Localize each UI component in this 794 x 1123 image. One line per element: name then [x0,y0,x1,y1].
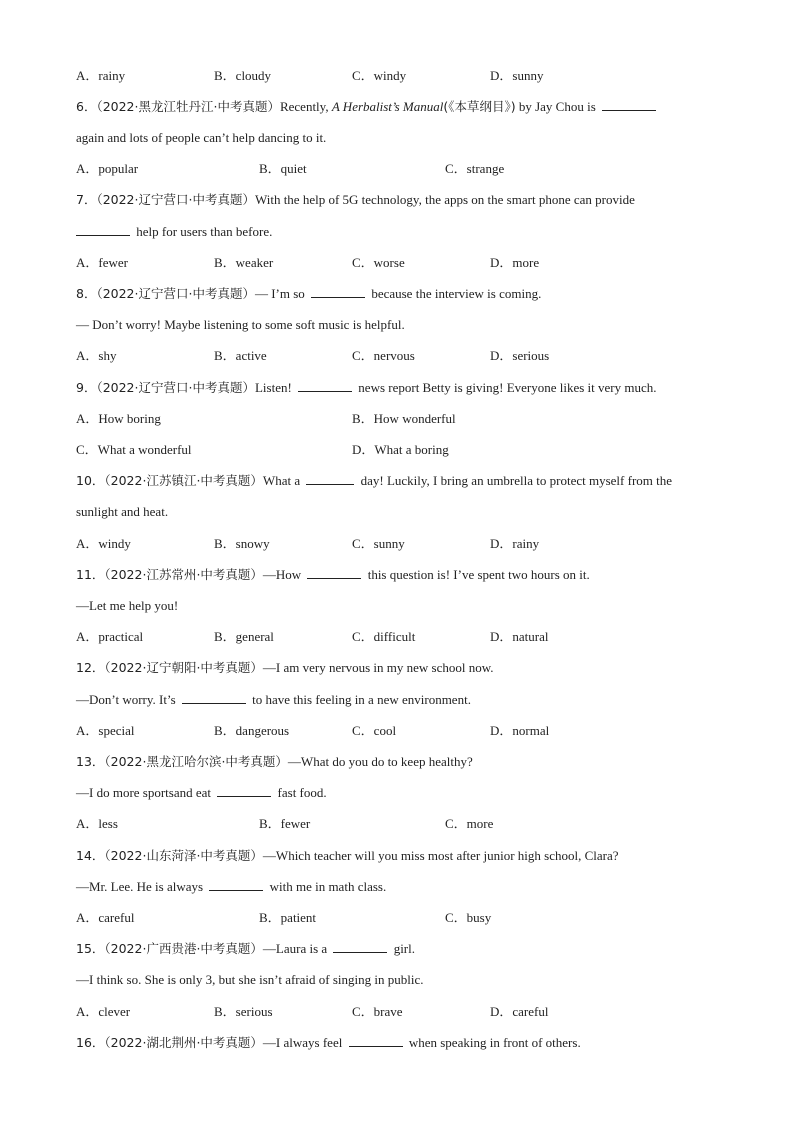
q6-book-title: A Herbalist’s Manual [331,99,444,114]
q14-option-c[interactable]: C．busy [445,910,492,925]
q10-text-pre: What a [262,473,304,488]
q11-option-b[interactable]: B．general [214,629,274,644]
q14-stem [76,847,718,865]
q15-line2: —I think so. She is only 3, but she isn’t afraid of singing in public. [76,972,424,987]
q14-text-pre: —Mr. Lee. He is always [76,879,207,894]
q16-answer-blank[interactable] [349,1034,403,1047]
q7-answer-blank[interactable] [76,223,130,236]
q15-option-b[interactable]: B．serious [214,1004,273,1019]
q14-source: 14．（2022·山东菏泽·中考真题） [76,848,263,863]
q13-line2 [76,784,718,802]
q6-line2: again and lots of people can’t help dancing to it. [76,130,327,145]
q6-book-title-cn: (《本草纲目》) [443,99,516,114]
q7-text: With the help of 5G technology, the apps on the smart phone can provide [254,192,635,207]
q6-stem [76,98,718,116]
q16-source: 16．（2022·湖北荆州·中考真题） [76,1035,263,1050]
q12-line2 [76,691,718,709]
q11-option-a[interactable]: A．practical [76,629,144,644]
q12-option-d[interactable]: D．normal [490,723,550,738]
q7-option-d[interactable]: D．more [490,255,540,270]
q6-text-pre: Recently, [279,99,332,114]
q11-line2: —Let me help you! [76,598,179,613]
q11-stem [76,566,718,584]
q15-answer-blank[interactable] [333,940,387,953]
q15-text-pre: —Laura is a [262,941,331,956]
q9-answer-blank[interactable] [298,379,352,392]
q7-stem [76,191,718,209]
q13-option-a[interactable]: A．less [76,816,118,831]
q9-option-a[interactable]: A．How boring [76,411,161,426]
q7-option-a[interactable]: A．fewer [76,255,128,270]
q6-option-c[interactable]: C．strange [445,161,505,176]
q10-option-d[interactable]: D．rainy [490,536,540,551]
q11-text-pre: —How [262,567,305,582]
q12-option-b[interactable]: B．dangerous [214,723,290,738]
q8-answer-blank[interactable] [311,285,365,298]
q10-answer-blank[interactable] [306,472,354,485]
q6-source: 6．（2022·黑龙江牡丹江·中考真题） [76,99,280,114]
q5-option-d[interactable]: D．sunny [490,68,544,83]
q16-text-pre: —I always feel [262,1035,346,1050]
q6-option-a[interactable]: A．popular [76,161,139,176]
q5-option-c[interactable]: C．windy [352,68,407,83]
q11-answer-blank[interactable] [307,566,361,579]
q12-text-post: to have this feeling in a new environment. [248,692,471,707]
q12-source: 12．（2022·辽宁朝阳·中考真题） [76,660,263,675]
q8-option-a[interactable]: A．shy [76,348,117,363]
q5-option-a[interactable]: A．rainy [76,68,126,83]
q14-text-post: with me in math class. [266,879,387,894]
q8-option-c[interactable]: C．nervous [352,348,415,363]
q9-source: 9．（2022·辽宁营口·中考真题） [76,380,255,395]
q15-option-c[interactable]: C．brave [352,1004,403,1019]
q9-stem [76,379,718,397]
q11-option-c[interactable]: C．difficult [352,629,416,644]
q9-option-d[interactable]: D．What a boring [352,442,449,457]
q15-stem [76,940,718,958]
q15-option-a[interactable]: A．clever [76,1004,131,1019]
q14-text: —Which teacher will you miss most after junior high school, Clara? [262,848,619,863]
q13-source: 13．（2022·黑龙江哈尔滨·中考真题） [76,754,288,769]
q8-source: 8．（2022·辽宁营口·中考真题） [76,286,255,301]
q14-line2 [76,878,718,896]
q9-option-b[interactable]: B．How wonderful [352,411,456,426]
q10-line2: sunlight and heat. [76,504,169,519]
q6-option-b[interactable]: B．quiet [259,161,307,176]
q8-text-pre: — I’m so [254,286,309,301]
q13-stem [76,753,718,771]
q13-text: —What do you do to keep healthy? [287,754,473,769]
q15-text-post: girl. [390,941,415,956]
q12-stem [76,659,718,677]
q8-text-post: because the interview is coming. [368,286,542,301]
q12-answer-blank[interactable] [182,691,246,704]
q9-text-post: news report Betty is giving! Everyone likes it very much. [355,380,657,395]
q16-text-post: when speaking in front of others. [405,1035,581,1050]
q8-line2: — Don’t worry! Maybe listening to some soft music is helpful. [76,317,405,332]
q7-line2 [76,223,718,241]
q11-option-d[interactable]: D．natural [490,629,549,644]
q7-option-c[interactable]: C．worse [352,255,405,270]
q12-text: —I am very nervous in my new school now. [262,660,494,675]
q14-answer-blank[interactable] [209,878,263,891]
q11-text-post: this question is! I’ve spent two hours on it. [364,567,590,582]
q7-source: 7．（2022·辽宁营口·中考真题） [76,192,255,207]
q11-source: 11．（2022·江苏常州·中考真题） [76,567,263,582]
q13-answer-blank[interactable] [217,784,271,797]
q6-text-post: by Jay Chou is [515,99,600,114]
q8-option-d[interactable]: D．serious [490,348,550,363]
q10-option-a[interactable]: A．windy [76,536,131,551]
q6-answer-blank[interactable] [602,98,656,111]
q10-text-post: day! Luckily, I bring an umbrella to protect myself from the [357,473,673,488]
q12-option-a[interactable]: A．special [76,723,135,738]
q8-option-b[interactable]: B．active [214,348,267,363]
q10-stem [76,472,718,490]
q10-option-b[interactable]: B．snowy [214,536,270,551]
q9-option-c[interactable]: C．What a wonderful [76,442,192,457]
q14-option-b[interactable]: B．patient [259,910,317,925]
q16-stem [76,1034,718,1052]
q8-stem [76,285,718,303]
q13-option-c[interactable]: C．more [445,816,494,831]
q9-text-pre: Listen! [254,380,296,395]
q13-option-b[interactable]: B．fewer [259,816,311,831]
q5-option-b[interactable]: B．cloudy [214,68,272,83]
q7-option-b[interactable]: B．weaker [214,255,274,270]
q15-source: 15．（2022·广西贵港·中考真题） [76,941,263,956]
q14-option-a[interactable]: A．careful [76,910,135,925]
q10-source: 10．（2022·江苏镇江·中考真题） [76,473,263,488]
q12-text-pre: —Don’t worry. It’s [76,692,179,707]
q15-option-d[interactable]: D．careful [490,1004,549,1019]
q13-text-post: fast food. [274,785,327,800]
q10-option-c[interactable]: C．sunny [352,536,405,551]
q7-text2: help for users than before. [133,224,273,239]
q13-text-pre: —I do more sportsand eat [76,785,215,800]
q12-option-c[interactable]: C．cool [352,723,397,738]
